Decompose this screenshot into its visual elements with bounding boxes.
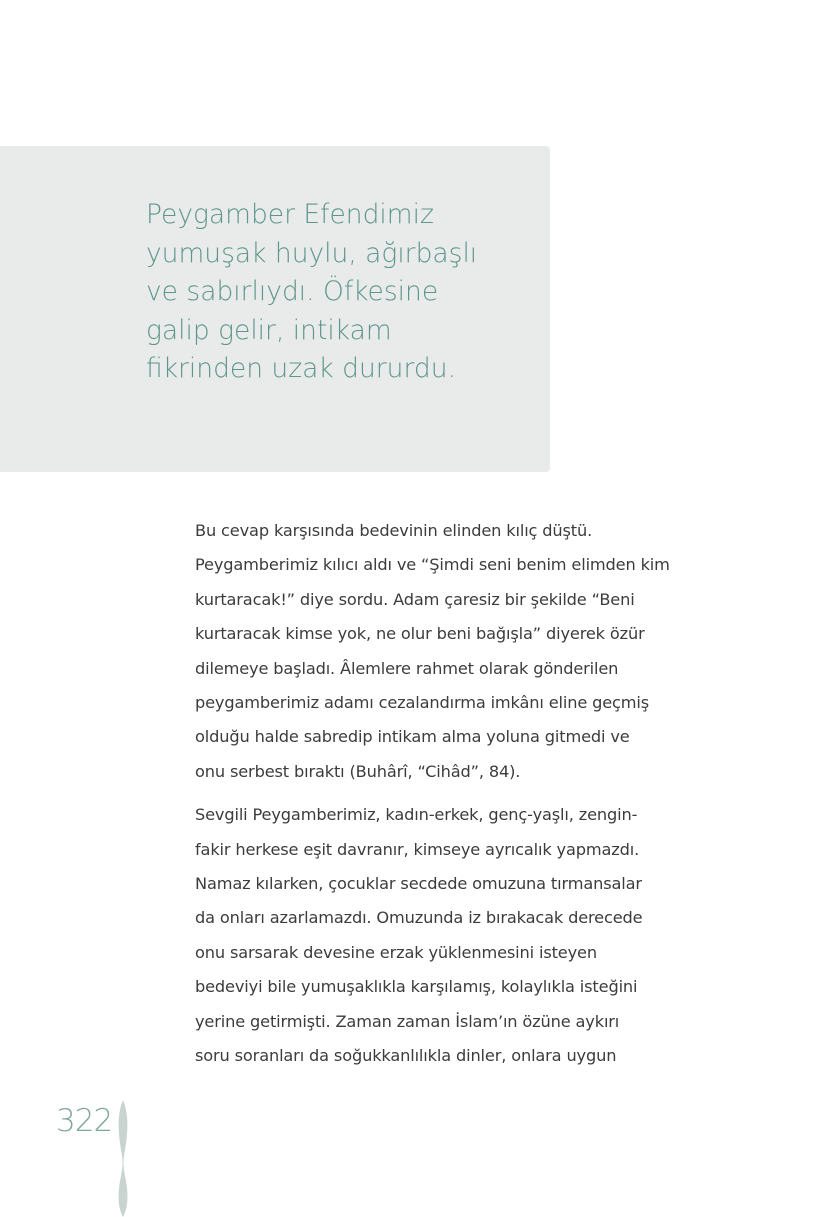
text-line: peygamberimiz adamı cezalandırma imkânı eline geçmiş [195,693,650,713]
text-line: Sevgili Peygamberimiz, kadın-erkek, genç-yaşlı, zengin- [195,805,638,825]
paragraph [195,514,695,789]
text-line: soru soranları da soğukkanlılıkla dinler, onlara uygun [195,1046,617,1066]
text-line: dilemeye başladı. Âlemlere rahmet olarak gönderilen [195,658,619,678]
text-line: onu sarsarak devesine erzak yüklenmesini isteyen [195,942,597,962]
text-line: onu serbest bıraktı (Buhârî, “Cihâd”, 84). [195,761,521,781]
text-line: kurtaracak!” diye sordu. Adam çaresiz bir şekilde “Beni [195,589,635,609]
text-line: Namaz kılarken, çocuklar secdede omuzuna tırmansalar [195,874,642,894]
text-line: Bu cevap karşısında bedevinin elinden kılıç düştü. [195,521,593,540]
text-line: Peygamberimiz kılıcı aldı ve “Şimdi seni benim elimden kim [195,555,670,575]
pull-quote [146,196,526,389]
pull-quote-line: fikrinden uzak dururdu. [146,353,456,384]
paragraph [195,798,695,1073]
body-text [195,514,695,1083]
text-line: kurtaracak kimse yok, ne olur beni bağışla” diyerek özür [195,624,645,644]
pull-quote-line: galip gelir, intikam [146,314,392,346]
page-ornament [112,1100,134,1217]
page-number: 322 [56,1103,113,1139]
text-line: fakir herkese eşit davranır, kimseye ayrıcalık yapmazdı. [195,839,640,859]
text-line: bedeviyi bile yumuşaklıkla karşılamış, kolaylıkla isteğini [195,977,638,997]
pull-quote-line: yumuşak huylu, ağırbaşlı [146,237,478,269]
text-line: da onları azarlamazdı. Omuzunda iz bırakacak derecede [195,908,643,928]
pull-quote-line: ve sabırlıydı. Öfkesine [146,276,439,307]
pull-quote-line: Peygamber Efendimiz [146,199,434,230]
text-line: olduğu halde sabredip intikam alma yoluna gitmedi ve [195,727,630,747]
ornament-shape [119,1100,128,1217]
text-line: yerine getirmişti. Zaman zaman İslam’ın özüne aykırı [195,1011,620,1031]
